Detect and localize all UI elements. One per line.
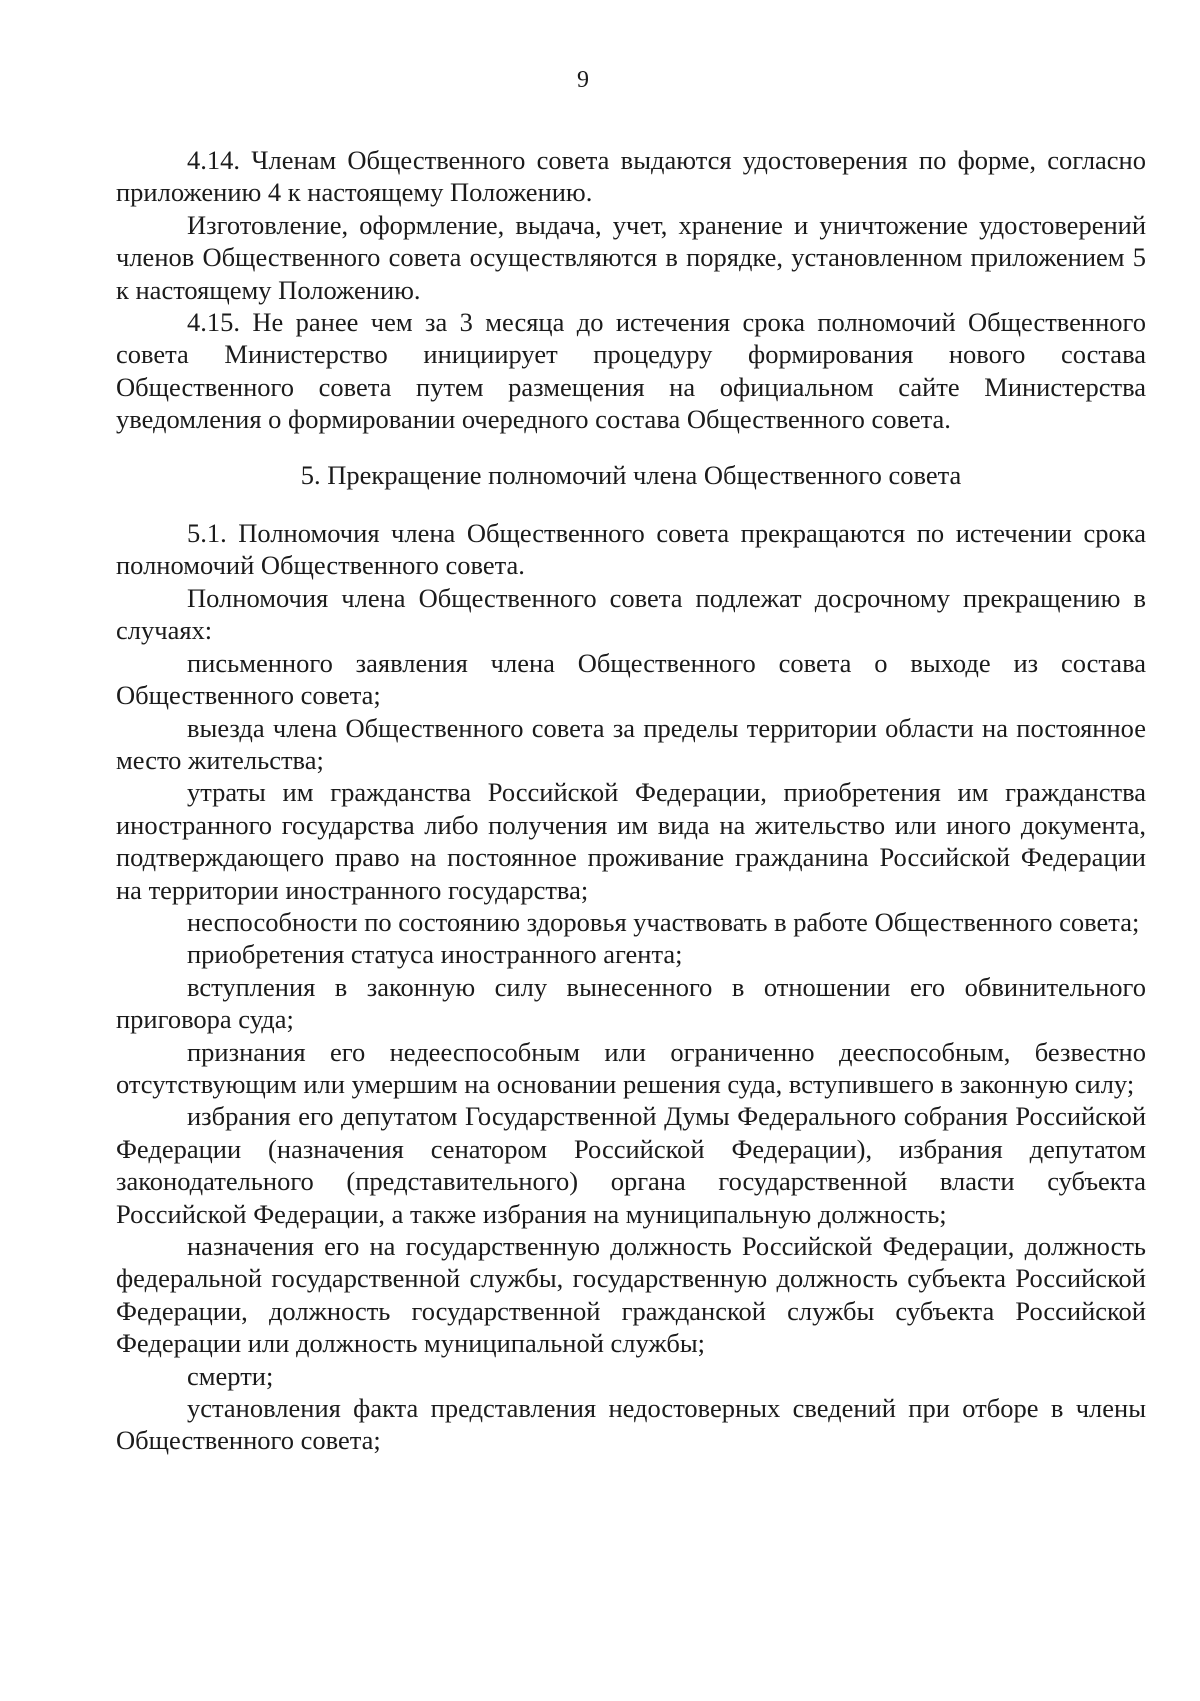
list-item-death: смерти;: [187, 1360, 274, 1391]
list-item-foreign-agent: приобретения статуса иностранного агента;: [187, 939, 683, 970]
list-item-conviction: вступления в законную силу вынесенного в отношении его обвинительного приговора суда;: [116, 971, 1146, 1035]
paragraph-early-termination: Полномочия члена Общественного совета подлежат досрочному прекращению в случаях:: [116, 582, 1146, 646]
list-item-false-information: установления факта представления недостоверных сведений при отборе в члены Общественного совета;: [116, 1393, 1146, 1456]
list-item-election: избрания его депутатом Государственной Думы Федерального собрания Российской Федерации (назначения сенатором Российской Федерации), избрания депутатом законодательного (представительного) органа государственной власти субъекта Российской Федерации, а также избрания на муниципальную должность;: [116, 1101, 1146, 1229]
paragraph-4-14: 4.14. Членам Общественного совета выдаются удостоверения по форме, согласно приложению 4 к настоящему Положению.: [116, 145, 1146, 208]
list-item-appointment: назначения его на государственную должность Российской Федерации, должность федеральной государственной службы, государственную должность субъекта Российской Федерации, должность государственной гражданской службы субъекта Российской Федерации или должность муниципальной службы;: [116, 1231, 1146, 1359]
page-number: 9: [577, 67, 589, 93]
list-item-departure: выезда члена Общественного совета за пределы территории области на постоянное место жительства;: [116, 712, 1146, 775]
paragraph-4-14-certificates: Изготовление, оформление, выдача, учет, хранение и уничтожение удостоверений членов Общественного совета осуществляются в порядке, установленном приложением 5 к настоящему Положению.: [116, 209, 1146, 305]
paragraph-4-15: 4.15. Не ранее чем за 3 месяца до истечения срока полномочий Общественного совета Министерство инициирует процедуру формирования нового состава Общественного совета путем размещения на официальном сайте Министерства уведомления о формировании очередного состава Общественного совета.: [116, 307, 1146, 435]
list-item-incapacity: признания его недееспособным или ограниченно дееспособным, безвестно отсутствующим или умершим на основании решения суда, вступившего в законную силу;: [116, 1036, 1146, 1099]
paragraph-5-1: 5.1. Полномочия члена Общественного совета прекращаются по истечении срока полномочий Общественного совета.: [116, 518, 1146, 581]
document-body: [116, 144, 1146, 1457]
list-item-written-statement: письменного заявления члена Общественного совета о выходе из состава Общественного совета;: [116, 647, 1146, 711]
list-item-health: неспособности по состоянию здоровья участвовать в работе Общественного совета;: [187, 906, 1140, 937]
list-item-citizenship-loss: утраты им гражданства Российской Федерации, приобретения им гражданства иностранного государства либо получения им вида на жительство или иного документа, подтверждающего право на постоянное проживание гражданина Российской Федерации на территории иностранного государства;: [116, 777, 1146, 905]
section-5-heading: 5. Прекращение полномочий члена Общественного совета: [300, 459, 962, 490]
